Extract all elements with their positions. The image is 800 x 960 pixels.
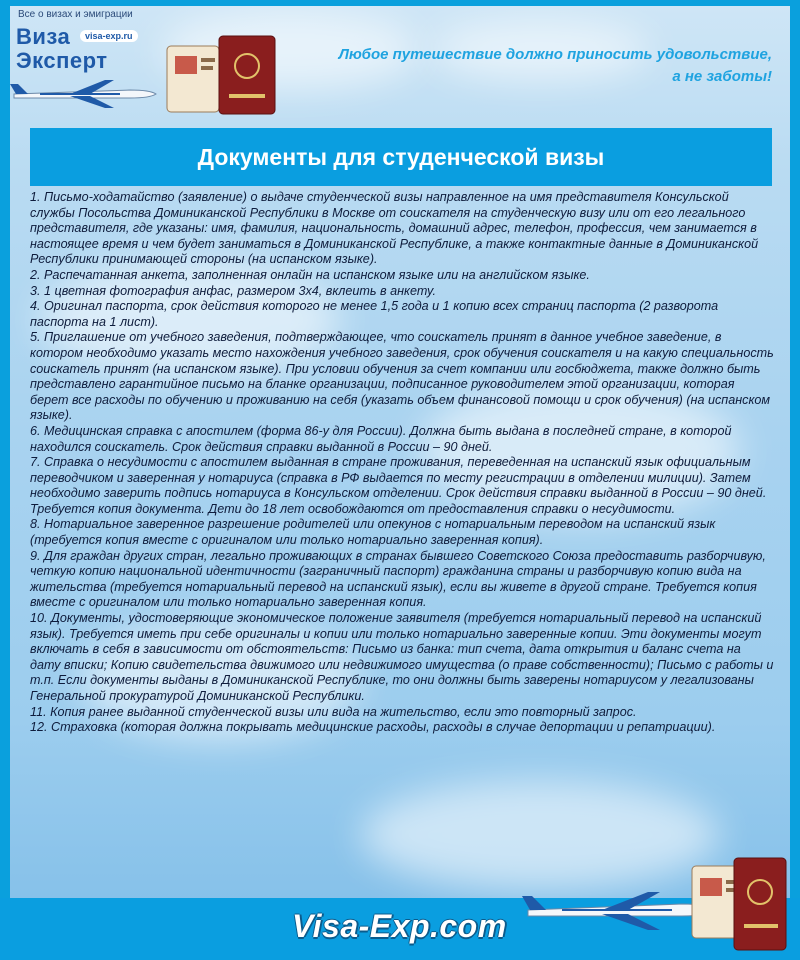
list-item: 7. Справка о несудимости с апостилем выданная в стране проживания, переведенная на испанский язык официальным переводчиком и заверенная у нотариуса (справка в РФ выдается по месту регистрации в отделении милиции). Затем необходимо заверить подпись нотариуса в Консульском отделении. Срок действия справки выданной в России – 90 дней. Требуется копия документа. Дети до 18 лет освобождаются от предоставления справки о несудимости. <box>30 455 767 516</box>
slogan-line1: Любое путешествие должно приносить удовольствие, <box>338 46 772 63</box>
list-item: 9. Для граждан других стран, легально проживающих в странах бывшего Советского Союза предоставить разборчивую, четкую копию национальной идентичности (заграничный паспорт) гражданина страны и разборчивую копию вида на жительства (требуется нотариальный перевод на испанский язык), если вы живете в другой стране. Требуется копия вместе с оригиналом или только нотариально заверенная копия. <box>30 548 766 610</box>
page-title: Документы для студенческой визы <box>30 128 772 186</box>
top-strip <box>0 0 800 6</box>
document-body <box>30 190 774 736</box>
list-item: 6. Медицинская справка с апостилем (форма 86-у для России). Должна быть выдана в последней стране, в которой находился соискатель. Срок действия справки выданной в России – 90 дней. <box>30 423 732 454</box>
slogan-line2: а не заботы! <box>672 68 772 85</box>
left-border <box>0 0 10 960</box>
list-item: 4. Оригинал паспорта, срок действия которого не менее 1,5 года и 1 копию всех страниц паспорта (2 разворота паспорта на 1 лист). <box>30 299 719 329</box>
right-border <box>790 0 800 960</box>
logo-site-badge: visa-exp.ru <box>80 30 138 42</box>
logo-line2: Эксперт <box>16 48 108 73</box>
header-tagline: Все о визах и эмиграции <box>18 9 133 20</box>
passport-icon <box>690 852 790 956</box>
list-item: 5. Приглашение от учебного заведения, подтверждающее, что соискатель принят в данное учебное заведение, в котором необходимо указать место нахождения учебного заведения, срок обучения соискателя и на какую специальность соискатель принят (на испанском языке). При условии обучения за счет компании или госбюджета, также должно быть представлено гарантийное письмо на бланке организации, подписанное руководителем этой организации, которая берет все расходы по обучению и проживанию на себя (указать объем финансовой помощи и срок обучения) (на испанском языке). <box>30 330 774 423</box>
list-item: 2. Распечатанная анкета, заполненная онлайн на испанском языке или на английском языке. <box>30 267 590 282</box>
footer-site-link[interactable]: Visa-Exp.com <box>292 908 507 944</box>
list-item: 12. Страховка (которая должна покрывать медицинские расходы, расходы в случае депортации и репатриации). <box>30 720 716 735</box>
slogan <box>339 44 772 88</box>
list-item: 8. Нотариальное заверенное разрешение родителей или опекунов с нотариальным переводом на испанский язык (требуется копия вместе с оригиналом или только нотариально заверенная копия). <box>30 517 716 548</box>
list-item: 1. Письмо-ходатайство (заявление) о выдаче студенческой визы направленное на имя представителя Консульской службы Посольства Доминиканской Республики в Москве от соискателя на студенческую визу или от его легального представителя, где указаны: имя, фамилия, национальность, домашний адрес, телефон, профессия, чем занимается в настоящее время и чем будет заниматься в Доминиканской Республике, а также контактные данные в Доминиканской Республики принимающей стороны (на испанском языке). <box>30 190 759 267</box>
list-item: 11. Копия ранее выданной студенческой визы или вида на жительство, если это повторный запрос. <box>30 704 637 719</box>
list-item: 10. Документы, удостоверяющие экономическое положение заявителя (требуется нотариальный перевод на испанский язык). Требуется иметь при себе оригиналы и копии или только нотариально заверенные копии. Эти документы могут включать в себя в зависимости от обстоятельств: Письмо из банка: тип счета, дата открытия и баланс счета на дату вписки; Копию свидетельства движимого или недвижимого имущества (о праве собственности); Письмо с работы и т.п. Если документы выданы в Доминиканской Республике, то они должны быть заверены нотариусом у легализованы Генеральной прокуратурой Доминиканской Республики. <box>30 611 774 703</box>
passport-icon <box>165 28 285 118</box>
list-item: 3. 1 цветная фотография анфас, размером 3х4, вклеить в анкету. <box>30 283 437 298</box>
logo-line1: Виза <box>16 24 71 49</box>
airplane-icon <box>10 76 160 110</box>
